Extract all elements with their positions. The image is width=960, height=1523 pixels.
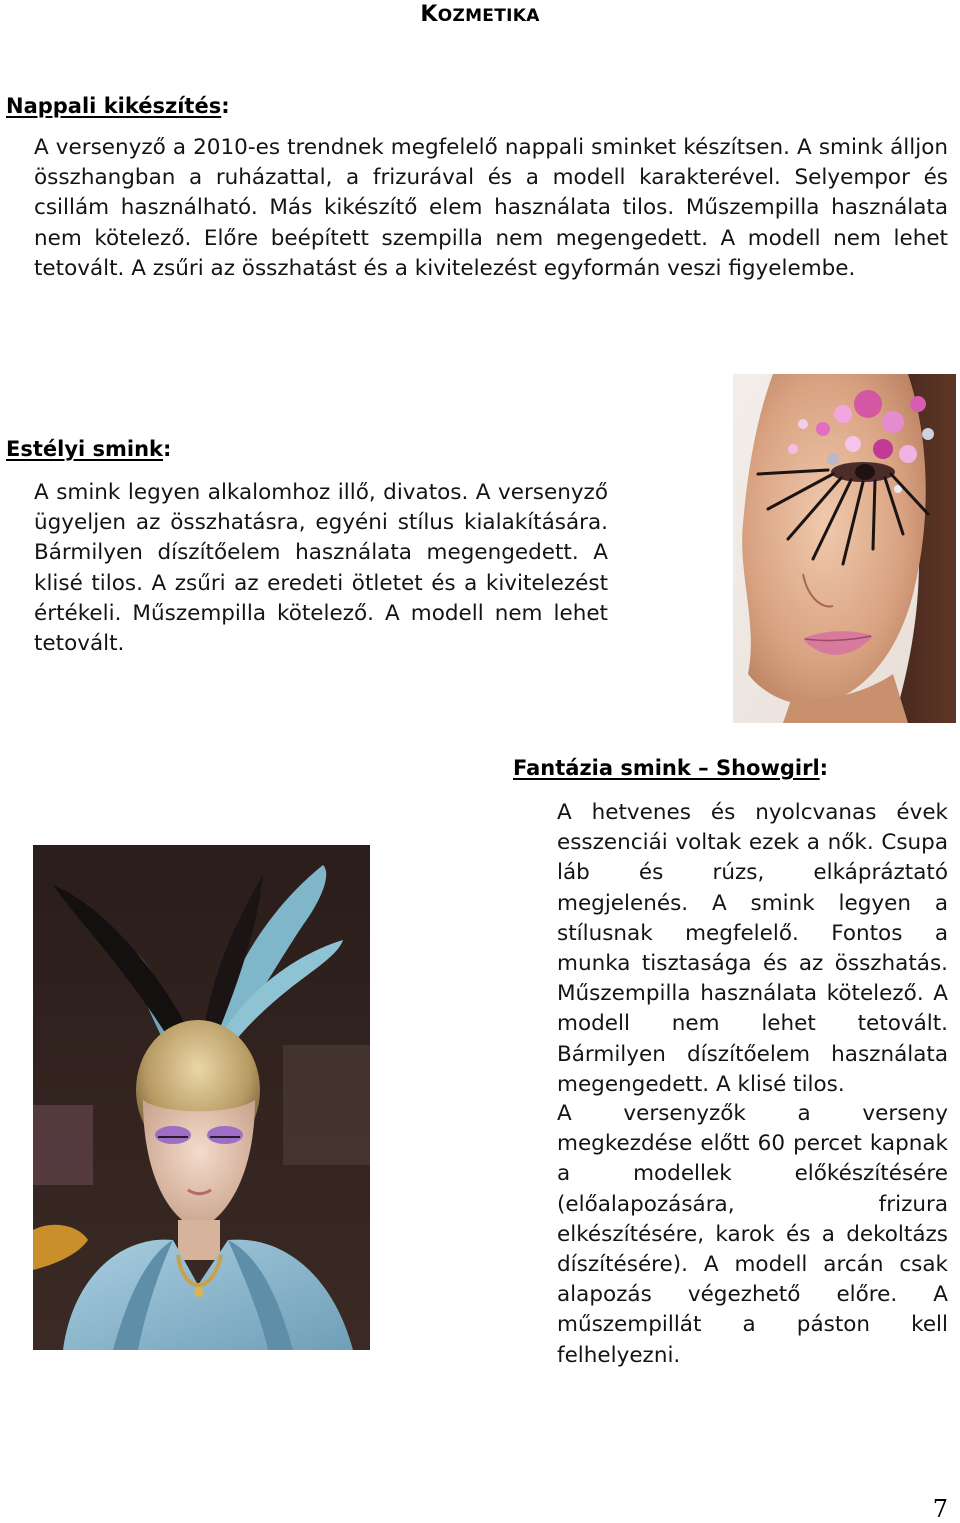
page-title-rest: OZMETIKA bbox=[437, 6, 540, 26]
day-makeup-heading-text: Nappali kikészítés bbox=[6, 94, 222, 118]
evening-makeup-photo-illustration bbox=[733, 374, 956, 723]
fantasy-makeup-heading-colon: : bbox=[819, 756, 829, 780]
evening-makeup-heading-text: Estélyi smink bbox=[6, 437, 164, 461]
fantasy-makeup-heading bbox=[513, 756, 828, 780]
fantasy-makeup-text-1: A hetvenes és nyolcvanas évek esszenciái voltak ezek a nők. Csupa láb és rúzs, elkápráztató megjelenés. A smink legyen a stílusnak megfelelő. Fontos a munka tisztasága és az összhatás. Műszempilla használata kötelező. A modell nem lehet tetovált. Bármilyen díszítőelem használata megengedett. A klisé tilos. bbox=[557, 800, 948, 1097]
evening-makeup-heading bbox=[6, 437, 171, 461]
page-number: 7 bbox=[932, 1495, 948, 1523]
day-makeup-heading-colon: : bbox=[221, 94, 230, 118]
page-title-initial: K bbox=[420, 2, 438, 27]
day-makeup-text: A versenyző a 2010-es trendnek megfelelő nappali sminket készítsen. A smink álljon összhangban a ruházattal, a frizurával és a modell karakterével. Selyempor és csillám használható. Más kikészítő elem használata tilos. Műszempilla használata nem kötelező. Előre beépített szempilla nem megengedett. A modell nem lehet tetovált. A zsűri az összhatást és a kivitelezést egyformán veszi figyelembe. bbox=[34, 135, 948, 281]
page-title bbox=[0, 2, 960, 27]
fantasy-makeup-heading-text: Fantázia smink – Showgirl bbox=[513, 756, 820, 780]
day-makeup-heading bbox=[6, 94, 230, 118]
evening-makeup-text: A smink legyen alkalomhoz illő, divatos. A versenyző ügyeljen az összhatásra, egyéni stílus kialakítására. Bármilyen díszítőelem használata megengedett. A klisé tilos. A zsűri az eredeti ötletet és a kivitelezést értékeli. Műszempilla kötelező. A modell nem lehet tetovált. bbox=[34, 480, 608, 657]
fantasy-makeup-text-2: A versenyzők a verseny megkezdése előtt 60 percet kapnak a modellek előkészítésére (előalapozására, frizura elkészítésére, karok és a dekoltázs díszítésére). A modell arcán csak alapozás végezhető előre. A műszempillát a páston kell felhelyezni. bbox=[557, 1101, 948, 1368]
evening-makeup-photo bbox=[733, 374, 956, 723]
showgirl-photo-illustration bbox=[33, 845, 370, 1350]
showgirl-photo bbox=[33, 845, 370, 1350]
evening-makeup-heading-colon: : bbox=[163, 437, 172, 461]
